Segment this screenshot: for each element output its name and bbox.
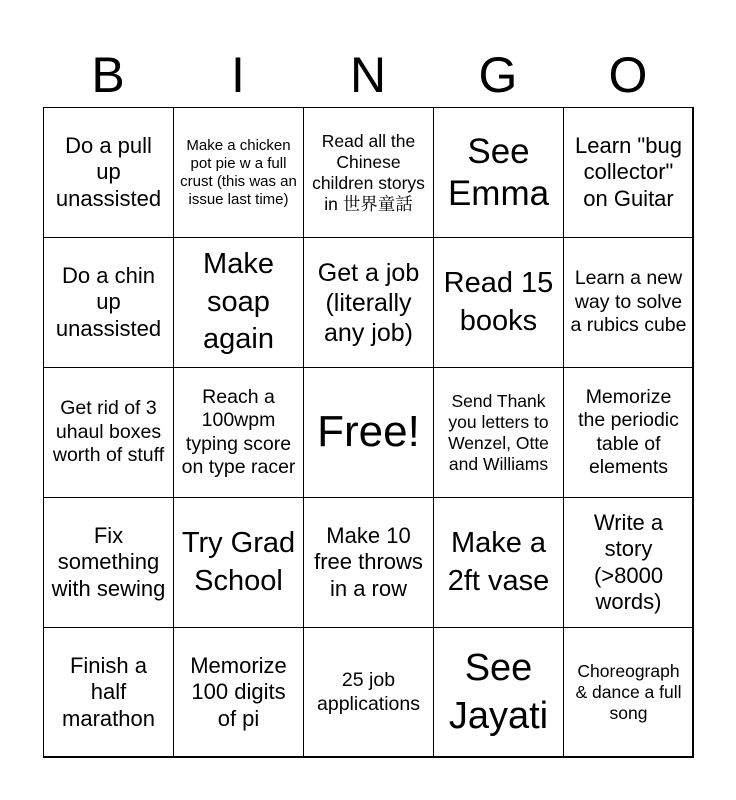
- bingo-cell-o1: Learn "bug collector" on Guitar: [563, 107, 694, 238]
- header-letter-o: O: [608, 47, 648, 103]
- bingo-cell-b4: Fix something with sewing: [43, 497, 174, 628]
- bingo-cell-o2: Learn a new way to solve a rubics cube: [563, 237, 694, 368]
- bingo-cell-n4: Make 10 free throws in a row: [303, 497, 434, 628]
- bingo-cell-n5: 25 job applications: [303, 627, 434, 758]
- bingo-cell-i3: Reach a 100wpm typing score on type racer: [173, 367, 304, 498]
- bingo-cell-i1: Make a chicken pot pie w a full crust (this was an issue last time): [173, 107, 304, 238]
- bingo-cell-i4: Try Grad School: [173, 497, 304, 628]
- bingo-cell-b5: Finish a half marathon: [43, 627, 174, 758]
- bingo-cell-free: Free!: [303, 367, 434, 498]
- bingo-cell-g4: Make a 2ft vase: [433, 497, 564, 628]
- bingo-cell-g2: Read 15 books: [433, 237, 564, 368]
- bingo-cell-i2: Make soap again: [173, 237, 304, 368]
- header-letter-b: B: [91, 47, 125, 103]
- header-letter-n: N: [349, 47, 387, 103]
- bingo-cell-o5: Choreograph & dance a full song: [563, 627, 694, 758]
- header-letter-g: G: [478, 47, 518, 103]
- header-letter-i: I: [231, 47, 245, 103]
- bingo-cell-g1: See Emma: [433, 107, 564, 238]
- bingo-cell-g3: Send Thank you letters to Wenzel, Otte and Williams: [433, 367, 564, 498]
- bingo-cell-b2: Do a chin up unassisted: [43, 237, 174, 368]
- bingo-header: [43, 44, 693, 106]
- bingo-cell-b1: Do a pull up unassisted: [43, 107, 174, 238]
- bingo-cell-o3: Memorize the periodic table of elements: [563, 367, 694, 498]
- bingo-cell-i5: Memorize 100 digits of pi: [173, 627, 304, 758]
- bingo-cell-g5: See Jayati: [433, 627, 564, 758]
- bingo-cell-o4: Write a story (>8000 words): [563, 497, 694, 628]
- bingo-cell-b3: Get rid of 3 uhaul boxes worth of stuff: [43, 367, 174, 498]
- bingo-cell-n2: Get a job (literally any job): [303, 237, 434, 368]
- bingo-cell-n1: Read all the Chinese children storys in 世界童話: [303, 107, 434, 238]
- bingo-board: [43, 107, 693, 757]
